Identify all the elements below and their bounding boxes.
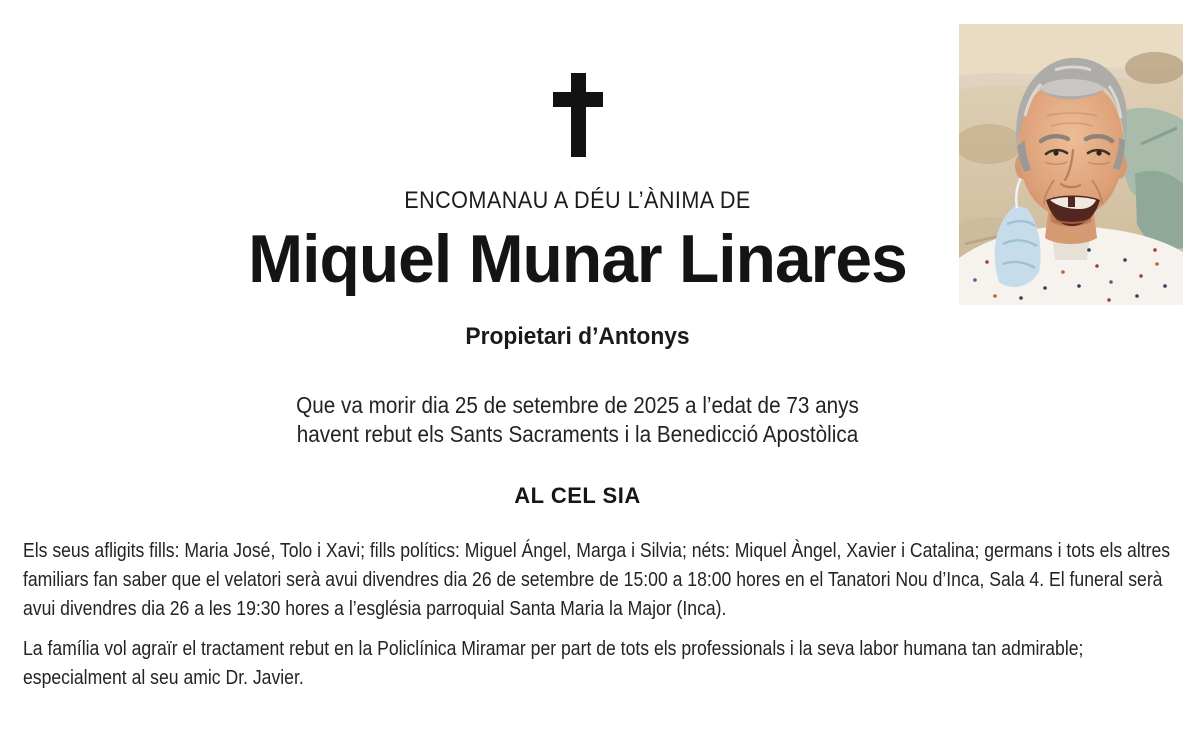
cross-icon xyxy=(553,73,603,157)
cross-horizontal-bar xyxy=(553,92,603,107)
motto-text: AL CEL SIA xyxy=(514,483,641,508)
family-announcement-paragraph: Els seus afligits fills: Maria José, Tolo i Xavi; fills polítics: Miguel Ángel, Marga i Silvia; néts: Miquel Àngel, Xavier i Catalina; germans i tots els altres familiars fan saber que el velatori serà avui divendres dia 26 de setembre de 15:00 a 18:00 hores en el Tanatori Nou d’Inca, Sala 4. El funeral serà avui divendres dia 26 a les 19:30 hores a l’església parroquial Santa Maria la Major (Inca). xyxy=(23,540,1171,620)
deceased-name: Miquel Munar Linares xyxy=(248,221,907,297)
invocation-text: ENCOMANAU A DÉU L’ÀNIMA DE xyxy=(404,187,751,214)
deceased-occupation: Propietari d’Antonys xyxy=(465,323,690,350)
cross-vertical-bar xyxy=(571,73,586,157)
portrait-photo xyxy=(959,24,1183,305)
sacraments-line: havent rebut els Sants Sacraments i la Benedicció Apostòlica xyxy=(296,421,859,447)
gratitude-paragraph: La família vol agraïr el tractament rebut en la Policlínica Miramar per part de tots els professionals i la seva labor humana tan admirable; especialment al seu amic Dr. Javier. xyxy=(23,638,1084,689)
portrait-illustration xyxy=(959,24,1183,305)
death-date-line: Que va morir dia 25 de setembre de 2025 a l’edat de 73 anys xyxy=(296,392,859,418)
death-details xyxy=(58,391,1098,449)
